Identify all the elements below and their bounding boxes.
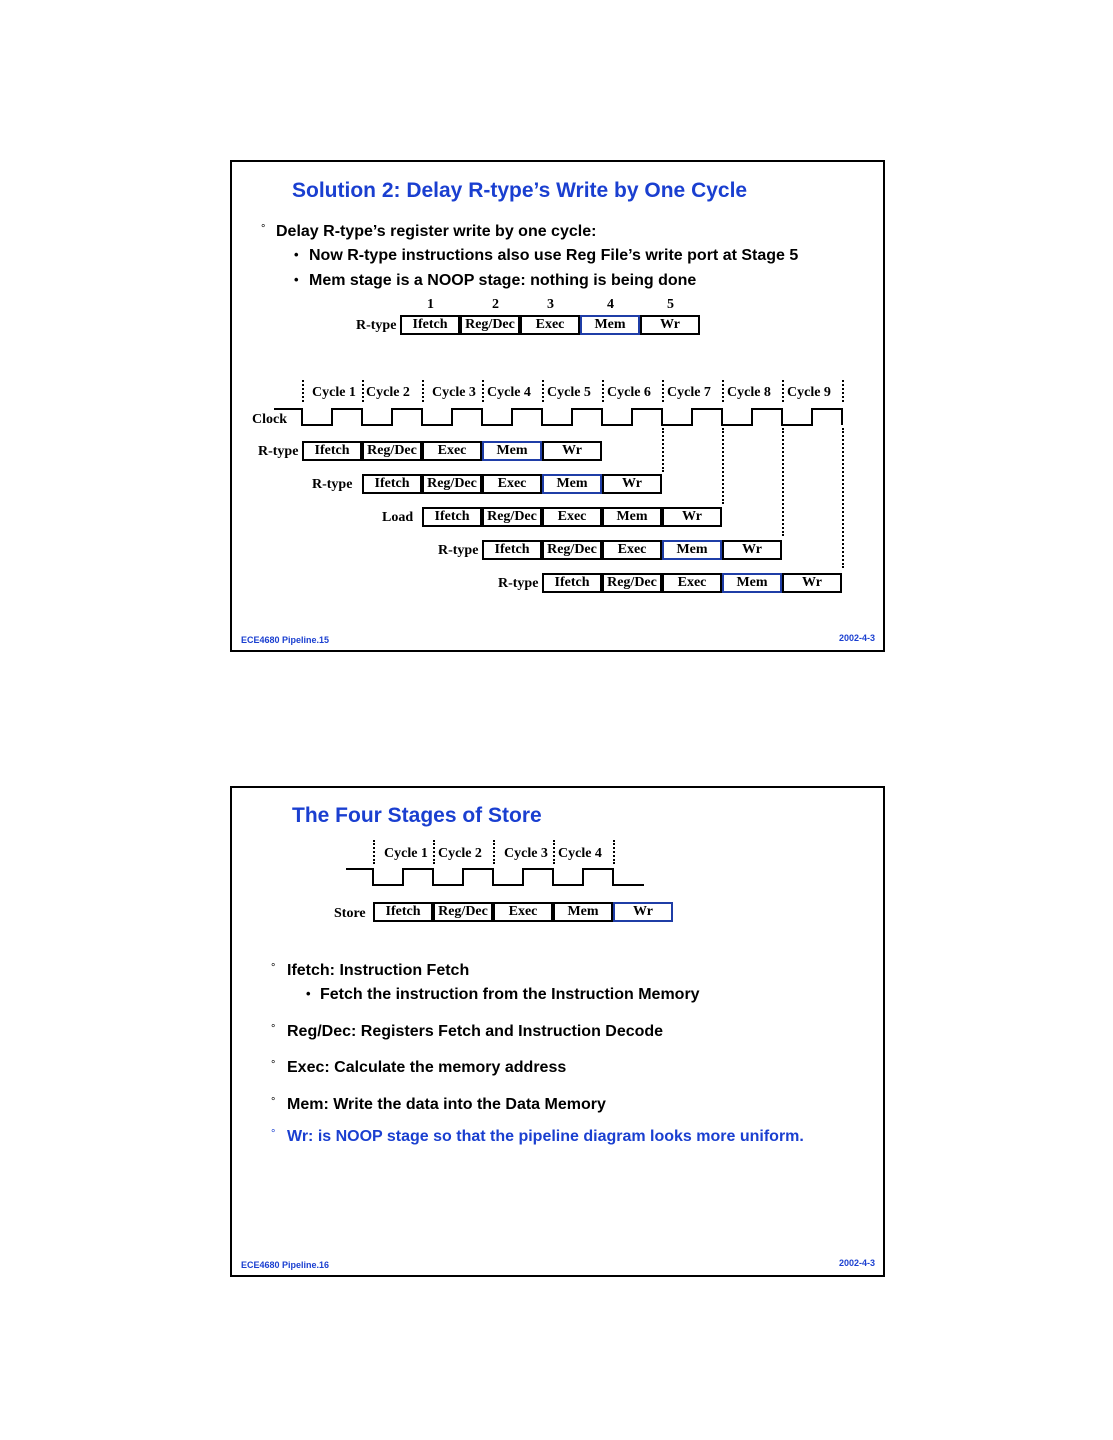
bullet-marker: ° <box>271 1096 276 1108</box>
stage-box: Reg/Dec <box>433 902 493 922</box>
sub-bullet-marker: • <box>306 986 311 1001</box>
stage-box: Reg/Dec <box>422 474 482 494</box>
cycle-label: Cycle 3 <box>504 846 548 861</box>
bullet-text: Ifetch: Instruction Fetch <box>287 962 470 979</box>
cycle-label: Cycle 1 <box>312 385 356 400</box>
row-label: Load <box>382 510 414 525</box>
stage-box: Reg/Dec <box>460 315 520 335</box>
stage-box: Exec <box>602 540 662 560</box>
stage-number: 1 <box>427 297 434 312</box>
cycle-label: Cycle 2 <box>366 385 410 400</box>
stage-box: Reg/Dec <box>602 573 662 593</box>
stage-box: Mem <box>602 507 662 527</box>
bullet-text: Delay R-type’s register write by one cycle: <box>276 223 597 240</box>
clock-label: Clock <box>252 412 287 427</box>
stage-box: Wr <box>640 315 700 335</box>
cycle-label: Cycle 4 <box>487 385 531 400</box>
stage-box: Mem <box>662 540 722 560</box>
stage-box: Ifetch <box>422 507 482 527</box>
stage-box: Ifetch <box>362 474 422 494</box>
stage-box: Wr <box>613 902 673 922</box>
cycle-label: Cycle 8 <box>727 385 771 400</box>
sub-bullet-text: Fetch the instruction from the Instruction Memory <box>320 986 700 1003</box>
cycle-label: Cycle 5 <box>547 385 591 400</box>
row-label: R-type <box>312 477 353 492</box>
cycle-label: Cycle 4 <box>558 846 602 861</box>
sub-bullet-text: Mem stage is a NOOP stage: nothing is being done <box>309 272 697 289</box>
stage-box: Mem <box>482 441 542 461</box>
slide-pipeline-16 <box>230 786 885 1277</box>
stage-box: Exec <box>422 441 482 461</box>
stage-box: Wr <box>782 573 842 593</box>
stage-box: Exec <box>520 315 580 335</box>
row-label: R-type <box>438 543 479 558</box>
stage-box: Wr <box>602 474 662 494</box>
stage-box: Reg/Dec <box>482 507 542 527</box>
stage-box: Ifetch <box>482 540 542 560</box>
cycle-label: Cycle 2 <box>438 846 482 861</box>
cycle-label: Cycle 9 <box>787 385 831 400</box>
stage-number: 5 <box>667 297 674 312</box>
bullet-marker: ° <box>261 223 266 235</box>
stage-box: Mem <box>722 573 782 593</box>
row-label: R-type <box>258 444 299 459</box>
bullet-marker: ° <box>271 1023 276 1035</box>
sub-bullet-text: Now R-type instructions also use Reg File’s write port at Stage 5 <box>309 247 799 264</box>
stage-box: Mem <box>542 474 602 494</box>
stage-box: Ifetch <box>302 441 362 461</box>
bullet-text: Reg/Dec: Registers Fetch and Instruction Decode <box>287 1023 664 1040</box>
stage-number: 2 <box>492 297 499 312</box>
sub-bullet-marker: • <box>294 247 299 262</box>
cycle-label: Cycle 3 <box>432 385 476 400</box>
slide-pipeline-15 <box>230 160 885 652</box>
stage-box: Reg/Dec <box>362 441 422 461</box>
sub-bullet-marker: • <box>294 272 299 287</box>
cycle-label: Cycle 1 <box>384 846 428 861</box>
stage-box: Exec <box>493 902 553 922</box>
footer-right: 2002-4-3 <box>839 633 876 643</box>
row-label: R-type <box>356 318 397 333</box>
stage-box: Wr <box>542 441 602 461</box>
stage-box: Ifetch <box>400 315 460 335</box>
row-label: Store <box>334 906 366 921</box>
stage-box: Ifetch <box>542 573 602 593</box>
slide-title: The Four Stages of Store <box>292 804 542 827</box>
stage-box: Ifetch <box>373 902 433 922</box>
slide-title: Solution 2: Delay R-type’s Write by One Cycle <box>292 179 748 202</box>
stage-box: Exec <box>662 573 722 593</box>
row-label: R-type <box>498 576 539 591</box>
bullet-marker: ° <box>271 1059 276 1071</box>
stage-box: Exec <box>542 507 602 527</box>
cycle-label: Cycle 7 <box>667 385 711 400</box>
stage-box: Reg/Dec <box>542 540 602 560</box>
stage-box: Exec <box>482 474 542 494</box>
bullet-marker: ° <box>271 962 276 974</box>
cycle-label: Cycle 6 <box>607 385 651 400</box>
bullet-text: Exec: Calculate the memory address <box>287 1059 567 1076</box>
footer-left: ECE4680 Pipeline.16 <box>241 1260 330 1270</box>
bullet-text: Mem: Write the data into the Data Memory <box>287 1096 606 1113</box>
footer-right: 2002-4-3 <box>839 1258 876 1268</box>
footer-left: ECE4680 Pipeline.15 <box>241 635 330 645</box>
stage-box: Wr <box>722 540 782 560</box>
stage-box: Wr <box>662 507 722 527</box>
stage-number: 4 <box>607 297 614 312</box>
bullet-marker: ° <box>271 1128 276 1140</box>
stage-box: Mem <box>580 315 640 335</box>
stage-box: Mem <box>553 902 613 922</box>
bullet-text-highlight: Wr: is NOOP stage so that the pipeline diagram looks more uniform. <box>287 1128 804 1145</box>
stage-number: 3 <box>547 297 554 312</box>
